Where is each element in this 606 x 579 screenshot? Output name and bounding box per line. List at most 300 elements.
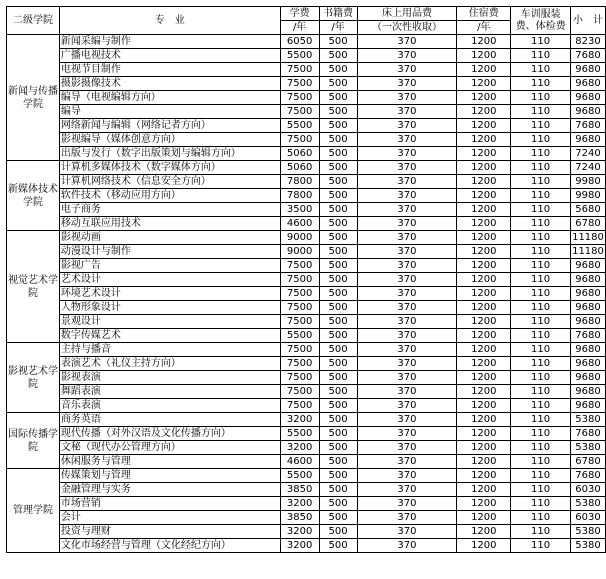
- lodging-cell: 1200: [457, 217, 511, 231]
- table-row: [7, 301, 606, 315]
- tuition-cell: 7500: [280, 357, 319, 371]
- bedding-cell: 370: [357, 217, 457, 231]
- table-row: [7, 469, 606, 483]
- major-cell: 编导（电视编辑方向）: [59, 91, 280, 105]
- major-cell: 编导: [59, 105, 280, 119]
- uniform-cell: 110: [511, 483, 571, 497]
- total-cell: 9680: [570, 105, 605, 119]
- books-cell: 500: [319, 133, 357, 147]
- tuition-cell: 5060: [280, 161, 319, 175]
- uniform-cell: 110: [511, 413, 571, 427]
- major-cell: 文秘（现代办公管理方向）: [59, 441, 280, 455]
- books-cell: 500: [319, 287, 357, 301]
- major-cell: 出版与发行（数字出版策划与编辑方向）: [59, 147, 280, 161]
- bedding-cell: 370: [357, 525, 457, 539]
- books-cell: 500: [319, 343, 357, 357]
- major-cell: 数字传媒艺术: [59, 329, 280, 343]
- college-cell: 国际传播学院: [7, 413, 60, 469]
- books-cell: 500: [319, 483, 357, 497]
- lodging-cell: 1200: [457, 273, 511, 287]
- table-row: [7, 343, 606, 357]
- total-cell: 9680: [570, 91, 605, 105]
- tuition-cell: 5500: [280, 119, 319, 133]
- lodging-cell: 1200: [457, 371, 511, 385]
- bedding-cell: 370: [357, 371, 457, 385]
- bedding-cell: 370: [357, 133, 457, 147]
- lodging-cell: 1200: [457, 525, 511, 539]
- major-cell: 文化市场经营与管理（文化经纪方向）: [59, 539, 280, 553]
- tuition-cell: 7500: [280, 273, 319, 287]
- uniform-cell: 110: [511, 217, 571, 231]
- lodging-cell: 1200: [457, 399, 511, 413]
- books-cell: 500: [319, 35, 357, 49]
- books-cell: 500: [319, 49, 357, 63]
- table-row: [7, 273, 606, 287]
- bedding-cell: 370: [357, 497, 457, 511]
- books-cell: 500: [319, 441, 357, 455]
- lodging-cell: 1200: [457, 427, 511, 441]
- total-cell: 5380: [570, 441, 605, 455]
- tuition-cell: 5500: [280, 329, 319, 343]
- books-cell: 500: [319, 301, 357, 315]
- books-cell: 500: [319, 147, 357, 161]
- books-cell: 500: [319, 161, 357, 175]
- uniform-cell: 110: [511, 469, 571, 483]
- major-cell: 商务英语: [59, 413, 280, 427]
- lodging-cell: 1200: [457, 385, 511, 399]
- bedding-cell: 370: [357, 35, 457, 49]
- major-cell: 景观设计: [59, 315, 280, 329]
- lodging-cell: 1200: [457, 413, 511, 427]
- uniform-cell: 110: [511, 385, 571, 399]
- total-cell: 9680: [570, 399, 605, 413]
- college-cell: 新媒体技术学院: [7, 161, 60, 231]
- college-cell: 影视艺术学院: [7, 343, 60, 413]
- total-cell: 7240: [570, 161, 605, 175]
- tuition-cell: 7500: [280, 259, 319, 273]
- tuition-cell: 3850: [280, 483, 319, 497]
- major-cell: 音乐表演: [59, 399, 280, 413]
- books-cell: 500: [319, 91, 357, 105]
- tuition-cell: 7500: [280, 105, 319, 119]
- books-cell: 500: [319, 203, 357, 217]
- tuition-cell: 7500: [280, 287, 319, 301]
- books-cell: 500: [319, 371, 357, 385]
- bedding-cell: 370: [357, 287, 457, 301]
- lodging-cell: 1200: [457, 301, 511, 315]
- total-cell: 9680: [570, 301, 605, 315]
- books-cell: 500: [319, 525, 357, 539]
- total-cell: 5380: [570, 525, 605, 539]
- tuition-cell: 5500: [280, 469, 319, 483]
- major-cell: 金融管理与实务: [59, 483, 280, 497]
- table-row: [7, 539, 606, 553]
- tuition-cell: 6050: [280, 35, 319, 49]
- table-row: [7, 245, 606, 259]
- uniform-cell: 110: [511, 147, 571, 161]
- total-cell: 9680: [570, 63, 605, 77]
- bedding-cell: 370: [357, 231, 457, 245]
- uniform-cell: 110: [511, 77, 571, 91]
- lodging-cell: 1200: [457, 203, 511, 217]
- major-cell: 环境艺术设计: [59, 287, 280, 301]
- lodging-cell: 1200: [457, 315, 511, 329]
- bedding-cell: 370: [357, 203, 457, 217]
- total-cell: 5380: [570, 413, 605, 427]
- major-cell: 广播电视技术: [59, 49, 280, 63]
- books-cell: 500: [319, 329, 357, 343]
- uniform-cell: 110: [511, 189, 571, 203]
- major-cell: 舞蹈表演: [59, 385, 280, 399]
- lodging-cell: 1200: [457, 63, 511, 77]
- uniform-cell: 110: [511, 245, 571, 259]
- fee-table: [6, 6, 606, 553]
- total-cell: 9680: [570, 77, 605, 91]
- books-cell: 500: [319, 497, 357, 511]
- table-row: [7, 525, 606, 539]
- total-cell: 9680: [570, 259, 605, 273]
- tuition-cell: 7500: [280, 91, 319, 105]
- lodging-cell: 1200: [457, 455, 511, 469]
- major-cell: 电视节目制作: [59, 63, 280, 77]
- major-cell: 艺术设计: [59, 273, 280, 287]
- uniform-cell: 110: [511, 273, 571, 287]
- table-row: [7, 77, 606, 91]
- table-row: [7, 217, 606, 231]
- bedding-cell: 370: [357, 189, 457, 203]
- table-row: [7, 483, 606, 497]
- bedding-cell: 370: [357, 91, 457, 105]
- major-cell: 网络新闻与编辑（网络记者方向）: [59, 119, 280, 133]
- uniform-cell: 110: [511, 525, 571, 539]
- tuition-cell: 3500: [280, 203, 319, 217]
- uniform-cell: 110: [511, 539, 571, 553]
- major-cell: 主持与播音: [59, 343, 280, 357]
- bedding-cell: 370: [357, 245, 457, 259]
- table-row: [7, 35, 606, 49]
- total-cell: 9680: [570, 273, 605, 287]
- lodging-cell: 1200: [457, 245, 511, 259]
- bedding-cell: 370: [357, 259, 457, 273]
- lodging-cell: 1200: [457, 91, 511, 105]
- books-cell: 500: [319, 231, 357, 245]
- total-cell: 5380: [570, 497, 605, 511]
- uniform-cell: 110: [511, 455, 571, 469]
- header-college: 二级学院: [7, 7, 60, 35]
- uniform-cell: 110: [511, 301, 571, 315]
- header-books-unit: /年: [319, 21, 357, 35]
- tuition-cell: 9000: [280, 245, 319, 259]
- uniform-cell: 110: [511, 49, 571, 63]
- uniform-cell: 110: [511, 287, 571, 301]
- college-cell: 视觉艺术学院: [7, 231, 60, 343]
- total-cell: 11180: [572, 231, 604, 243]
- total-cell: 9680: [570, 357, 605, 371]
- books-cell: 500: [319, 315, 357, 329]
- lodging-cell: 1200: [457, 259, 511, 273]
- uniform-cell: 110: [511, 427, 571, 441]
- uniform-cell: 110: [511, 511, 571, 525]
- bedding-cell: 370: [357, 455, 457, 469]
- uniform-cell: 110: [511, 371, 571, 385]
- total-cell: 6030: [570, 483, 605, 497]
- table-row: [7, 175, 606, 189]
- total-cell: 7240: [570, 147, 605, 161]
- table-row: [7, 427, 606, 441]
- uniform-cell: 110: [511, 497, 571, 511]
- lodging-cell: 1200: [457, 539, 511, 553]
- table-row: [7, 315, 606, 329]
- table-row: [7, 497, 606, 511]
- bedding-cell: 370: [357, 105, 457, 119]
- bedding-cell: 370: [357, 63, 457, 77]
- table-row: [7, 441, 606, 455]
- fee-table-body: [7, 35, 606, 553]
- major-cell: 现代传播（对外汉语及文化传播方向）: [59, 427, 280, 441]
- table-row: [7, 189, 606, 203]
- lodging-cell: 1200: [457, 77, 511, 91]
- tuition-cell: 5500: [280, 427, 319, 441]
- uniform-cell: 110: [511, 105, 571, 119]
- header-books: 书籍费: [319, 7, 357, 21]
- major-cell: 投资与理财: [59, 525, 280, 539]
- header-uniform: 车训服装费、体检费: [511, 7, 571, 35]
- fee-table-container: [6, 6, 606, 553]
- total-cell: 7680: [570, 469, 605, 483]
- bedding-cell: 370: [357, 539, 457, 553]
- tuition-cell: 3200: [280, 497, 319, 511]
- major-cell: 移动互联应用技术: [59, 217, 280, 231]
- total-cell: 9680: [570, 343, 605, 357]
- header-major: 专 业: [59, 7, 280, 35]
- lodging-cell: 1200: [457, 343, 511, 357]
- uniform-cell: 110: [511, 259, 571, 273]
- bedding-cell: 370: [357, 441, 457, 455]
- bedding-cell: 370: [357, 399, 457, 413]
- tuition-cell: 4600: [280, 217, 319, 231]
- tuition-cell: 5060: [280, 147, 319, 161]
- bedding-cell: 370: [357, 147, 457, 161]
- bedding-cell: 370: [357, 315, 457, 329]
- table-row: [7, 329, 606, 343]
- major-cell: 影视编导（媒体创意方向）: [59, 133, 280, 147]
- tuition-cell: 7800: [280, 175, 319, 189]
- books-cell: 500: [319, 245, 357, 259]
- bedding-cell: 370: [357, 119, 457, 133]
- books-cell: 500: [319, 175, 357, 189]
- bedding-cell: 370: [357, 511, 457, 525]
- major-cell: 软件技术（移动应用方向）: [59, 189, 280, 203]
- table-row: [7, 413, 606, 427]
- books-cell: 500: [319, 539, 357, 553]
- tuition-cell: 3200: [280, 539, 319, 553]
- table-row: [7, 455, 606, 469]
- books-cell: 500: [319, 455, 357, 469]
- total-cell: 5380: [570, 539, 605, 553]
- bedding-cell: 370: [357, 77, 457, 91]
- major-cell: 传媒策划与管理: [59, 469, 280, 483]
- total-cell: 7680: [570, 427, 605, 441]
- major-cell: 影视广告: [59, 259, 280, 273]
- tuition-cell: 9000: [280, 231, 319, 245]
- major-cell: 会计: [59, 511, 280, 525]
- books-cell: 500: [319, 259, 357, 273]
- total-cell: 8230: [570, 35, 605, 49]
- college-cell: 新闻与传播学院: [7, 35, 60, 161]
- uniform-cell: 110: [511, 231, 571, 245]
- total-cell: 11180: [572, 245, 604, 257]
- total-cell: 9980: [570, 175, 605, 189]
- books-cell: 500: [319, 119, 357, 133]
- lodging-cell: 1200: [457, 469, 511, 483]
- total-cell: 9980: [570, 189, 605, 203]
- total-cell: 5680: [570, 203, 605, 217]
- bedding-cell: 370: [357, 273, 457, 287]
- total-cell: 7680: [570, 329, 605, 343]
- table-row: [7, 133, 606, 147]
- bedding-cell: 370: [357, 357, 457, 371]
- tuition-cell: 3200: [280, 525, 319, 539]
- lodging-cell: 1200: [457, 511, 511, 525]
- table-row: [7, 119, 606, 133]
- bedding-cell: 370: [357, 329, 457, 343]
- bedding-cell: 370: [357, 161, 457, 175]
- table-row: [7, 105, 606, 119]
- table-row: [7, 49, 606, 63]
- lodging-cell: 1200: [457, 119, 511, 133]
- tuition-cell: 7500: [280, 77, 319, 91]
- tuition-cell: 7500: [280, 133, 319, 147]
- table-row: [7, 357, 606, 371]
- major-cell: 休闲服务与管理: [59, 455, 280, 469]
- header-row-1: [7, 7, 606, 21]
- uniform-cell: 110: [511, 203, 571, 217]
- header-tuition: 学费: [280, 7, 319, 21]
- books-cell: 500: [319, 413, 357, 427]
- uniform-cell: 110: [511, 357, 571, 371]
- major-cell: 新闻采编与制作: [59, 35, 280, 49]
- total-cell: 7680: [570, 119, 605, 133]
- total-cell: 9680: [570, 371, 605, 385]
- table-row: [7, 91, 606, 105]
- tuition-cell: 7500: [280, 63, 319, 77]
- uniform-cell: 110: [511, 441, 571, 455]
- books-cell: 500: [319, 399, 357, 413]
- major-cell: 影视表演: [59, 371, 280, 385]
- uniform-cell: 110: [511, 63, 571, 77]
- uniform-cell: 110: [511, 35, 571, 49]
- books-cell: 500: [319, 273, 357, 287]
- tuition-cell: 7500: [280, 399, 319, 413]
- bedding-cell: 370: [357, 413, 457, 427]
- lodging-cell: 1200: [457, 133, 511, 147]
- table-row: [7, 231, 606, 245]
- header-total: 小 计: [570, 7, 605, 35]
- lodging-cell: 1200: [457, 161, 511, 175]
- tuition-cell: 7500: [280, 385, 319, 399]
- lodging-cell: 1200: [457, 287, 511, 301]
- table-row: [7, 287, 606, 301]
- lodging-cell: 1200: [457, 105, 511, 119]
- major-cell: 计算机多媒体技术（数字媒体方向）: [59, 161, 280, 175]
- lodging-cell: 1200: [457, 441, 511, 455]
- bedding-cell: 370: [357, 343, 457, 357]
- uniform-cell: 110: [511, 399, 571, 413]
- bedding-cell: 370: [357, 469, 457, 483]
- tuition-cell: 3850: [280, 511, 319, 525]
- lodging-cell: 1200: [457, 329, 511, 343]
- table-row: [7, 399, 606, 413]
- lodging-cell: 1200: [457, 483, 511, 497]
- tuition-cell: 7500: [280, 343, 319, 357]
- lodging-cell: 1200: [457, 175, 511, 189]
- major-cell: 计算机网络技术（信息安全方向）: [59, 175, 280, 189]
- table-row: [7, 147, 606, 161]
- table-row: [7, 511, 606, 525]
- major-cell: 市场营销: [59, 497, 280, 511]
- header-bedding-sub: （一次性收取）: [357, 21, 457, 35]
- major-cell: 电子商务: [59, 203, 280, 217]
- books-cell: 500: [319, 511, 357, 525]
- total-cell: 7680: [570, 49, 605, 63]
- books-cell: 500: [319, 357, 357, 371]
- books-cell: 500: [319, 63, 357, 77]
- uniform-cell: 110: [511, 133, 571, 147]
- uniform-cell: 110: [511, 91, 571, 105]
- tuition-cell: 4600: [280, 455, 319, 469]
- total-cell: 9680: [570, 315, 605, 329]
- bedding-cell: 370: [357, 427, 457, 441]
- major-cell: 影视动画: [59, 231, 280, 245]
- tuition-cell: 7500: [280, 301, 319, 315]
- books-cell: 500: [319, 105, 357, 119]
- bedding-cell: 370: [357, 301, 457, 315]
- table-row: [7, 63, 606, 77]
- bedding-cell: 370: [357, 49, 457, 63]
- header-lodging: 住宿费: [457, 7, 511, 21]
- total-cell: 9680: [570, 385, 605, 399]
- lodging-cell: 1200: [457, 189, 511, 203]
- books-cell: 500: [319, 385, 357, 399]
- bedding-cell: 370: [357, 175, 457, 189]
- table-row: [7, 385, 606, 399]
- total-cell: 9680: [570, 133, 605, 147]
- lodging-cell: 1200: [457, 497, 511, 511]
- table-row: [7, 161, 606, 175]
- table-row: [7, 371, 606, 385]
- tuition-cell: 7500: [280, 371, 319, 385]
- uniform-cell: 110: [511, 315, 571, 329]
- uniform-cell: 110: [511, 161, 571, 175]
- table-row: [7, 259, 606, 273]
- lodging-cell: 1200: [457, 231, 511, 245]
- total-cell: 6030: [570, 511, 605, 525]
- tuition-cell: 5500: [280, 49, 319, 63]
- books-cell: 500: [319, 469, 357, 483]
- total-cell: 9680: [570, 287, 605, 301]
- table-row: [7, 203, 606, 217]
- college-cell: 管理学院: [7, 469, 60, 553]
- tuition-cell: 3200: [280, 441, 319, 455]
- tuition-cell: 3200: [280, 413, 319, 427]
- total-cell: 6780: [570, 455, 605, 469]
- lodging-cell: 1200: [457, 147, 511, 161]
- bedding-cell: 370: [357, 385, 457, 399]
- books-cell: 500: [319, 189, 357, 203]
- tuition-cell: 7500: [280, 315, 319, 329]
- uniform-cell: 110: [511, 329, 571, 343]
- major-cell: 表演艺术（礼仪主持方向）: [59, 357, 280, 371]
